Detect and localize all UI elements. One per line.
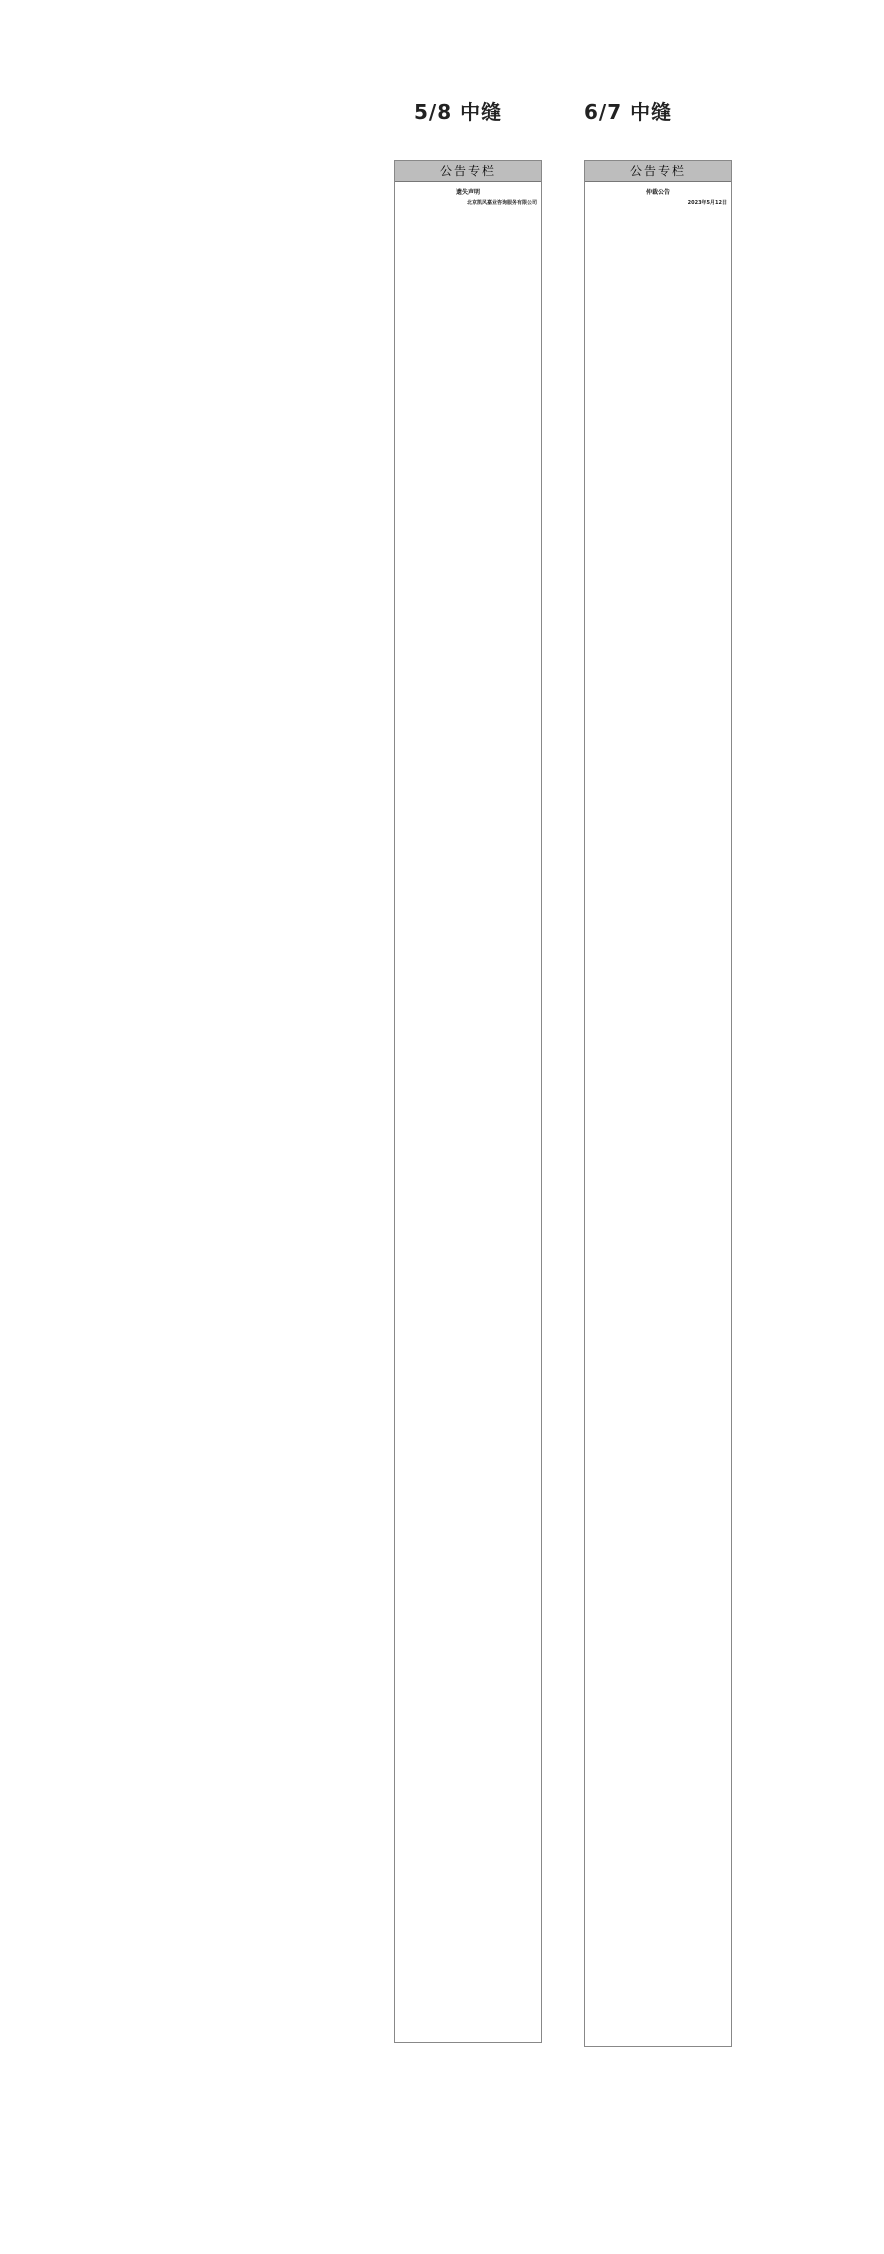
column-body bbox=[585, 182, 731, 2047]
column-footer: 2023年5月12日 bbox=[687, 200, 727, 206]
column-footer: 北京凯风嘉业咨询服务有限公司 bbox=[466, 200, 537, 206]
column-body bbox=[395, 182, 541, 2043]
column-title: 公告专栏 bbox=[585, 161, 731, 182]
notice-column-right bbox=[584, 160, 732, 2047]
section-heading: 仲裁公告 bbox=[645, 189, 670, 196]
page-label-right: 6/7 中缝 bbox=[584, 100, 673, 124]
notice-column-left bbox=[394, 160, 542, 2043]
page-label-left: 5/8 中缝 bbox=[414, 100, 503, 124]
section-heading: 遗失声明 bbox=[455, 189, 480, 196]
column-title: 公告专栏 bbox=[395, 161, 541, 182]
